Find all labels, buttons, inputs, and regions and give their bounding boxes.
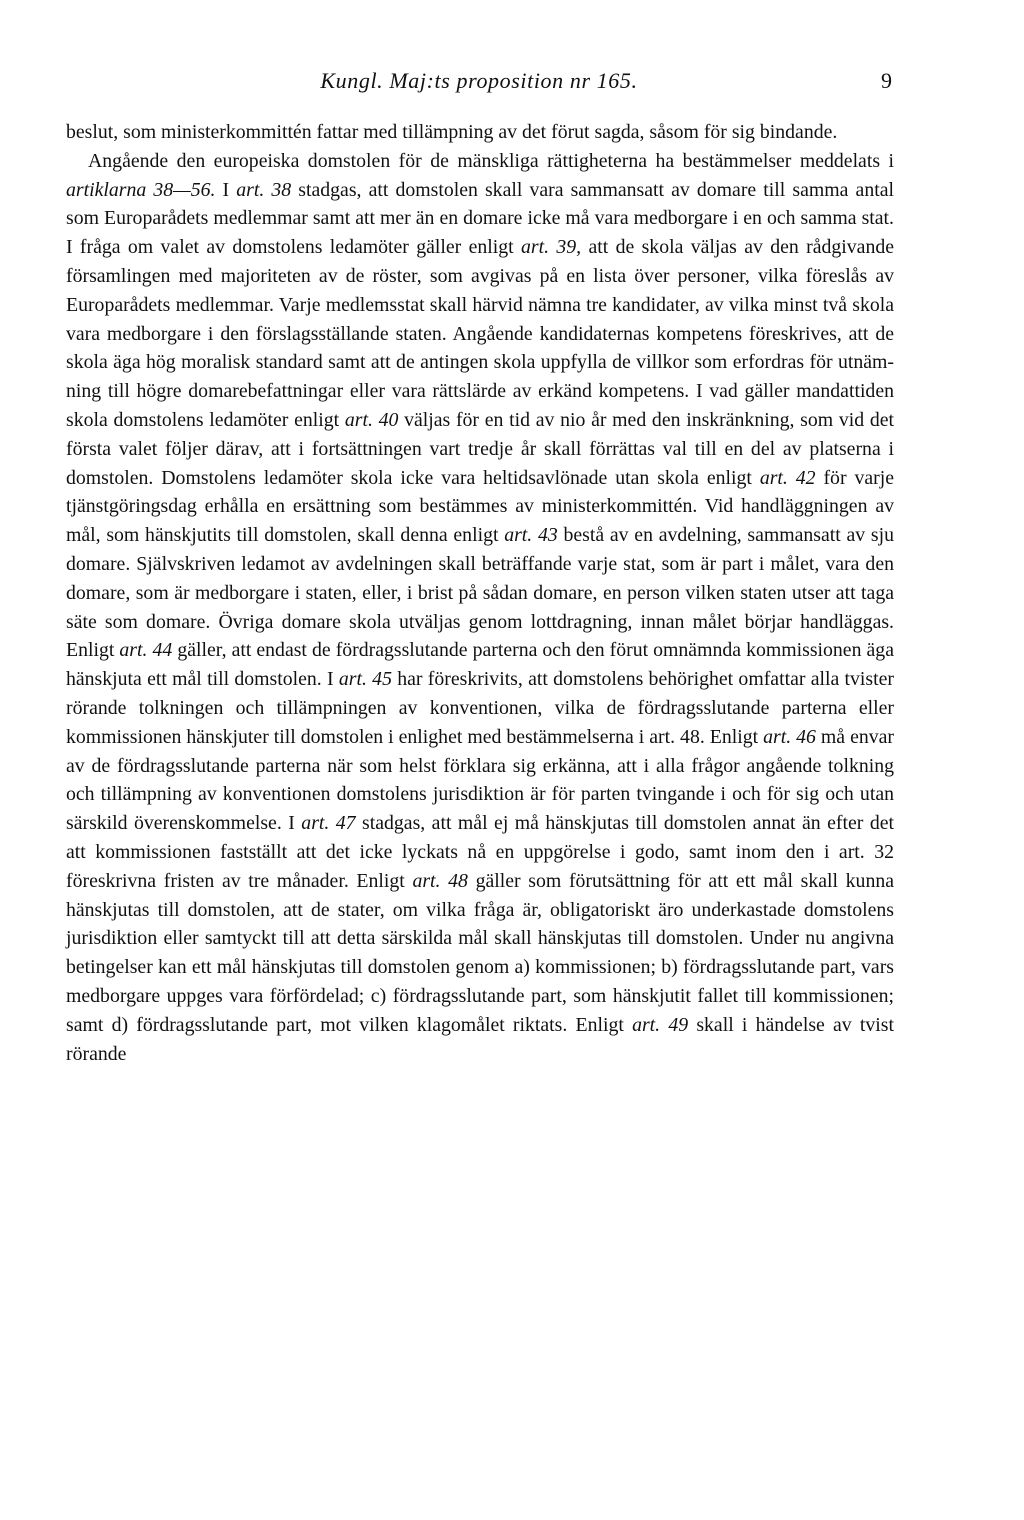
article-reference: art. 40 <box>344 408 399 431</box>
text-segment: bestå av en avdelning, sammansatt av sju domare. Självskriven ledamot av avdelningen skall beträffande varje stat, som är part i målet, vara den domare, som är medborgare i staten, eller, i brist på sådan domare, en person vilken staten utser att taga säte som domare. Övriga domare skola utväljas genom lottdragning, innan målet börjar handläggas. Enligt <box>66 524 895 662</box>
text-segment: att de skola väljas av den rådgivande församlingen med majoriteten av de röster, som avgivas på en lista över personer, vilka föreslås av Europarådets medlemmar. Varje medlemsstat skall härvid nämna tre kandidater, av vilka minst två skola vara medborgare i den förslagsställande staten. Angående kandidaternas kompetens föreskrives, att de skola äga hög moralisk standard samt att de antingen skola uppfylla de villkor som erfordras för utnämning till högre domarebefattningar eller vara rättslärde av erkänd kompetens. I vad gäller mandattiden skola domstolens ledamöter enligt <box>66 236 894 431</box>
article-reference: art. 42 <box>759 466 816 489</box>
running-title: Kungl. Maj:ts proposition nr 165. <box>320 68 638 93</box>
article-reference: art. 43 <box>504 524 558 547</box>
article-reference: art. 44 <box>119 639 173 662</box>
paragraph <box>66 118 894 147</box>
article-reference: art. 49 <box>632 1013 689 1036</box>
text-segment: gäller, att endast de fördragsslutande parterna och den förut omnämnda kommissionen äga hänskjuta ett mål till domstolen. I <box>66 639 894 691</box>
page-number: 9 <box>881 68 892 93</box>
text-segment: I <box>215 178 237 201</box>
text-segment: stadgas, att mål ej må hänskjutas till domstolen annat än efter det att kommissionen fastställt att det icke lyckats nå en uppgörelse i godo, samt inom den i art. 32 föreskrivna fristen av tre månader. Enligt <box>66 812 895 892</box>
text-segment: skall i händelse av tvist rörande <box>66 1013 894 1065</box>
text-segment: gäller som förutsättning för att ett mål skall kunna hänskjutas till domstolen, att de stater, om vilka fråga är, obligatoriskt äro underkastade domstolens jurisdiktion eller samtyckt till att detta särskilda mål skall hänskjutas till domstolen. Under nu angivna betingelser kan ett mål hänskjutas till domstolen genom a) kommissionen; b) fördragsslutande part, vars medborgare uppges vara förfördelad; c) fördragsslutande part, som hänskjutit fallet till kommissionen; samt d) fördragsslutande part, mot vilken klagomålet riktats. Enligt <box>66 869 894 1036</box>
text-segment: stadgas, att domstolen skall vara sammansatt av domare till samma antal som Europarådets medlemmar samt att mer än en domare icke må vara medborgare i en och samma stat. I fråga om valet av domstolens ledamöter gäller enligt <box>66 178 894 259</box>
article-reference: art. 45 <box>338 668 392 691</box>
text-segment: må envar av de fördragsslutande parterna när som helst förklara sig erkänna, att i alla frågor angående tolkning och tillämpning av konventionen domstolens jurisdiktion är för parten tvingande i och för sig och utan särskild överenskommelse. I <box>66 725 895 835</box>
body-text <box>66 118 894 1068</box>
text-segment: väljas för en tid av nio år med den inskränkning, som vid det första valet följer därav, att i fortsättningen vart tredje år skall förrättas val till en del av platserna i domstolen. Domstolens ledamöter skola icke vara heltidsavlönade utan skola enligt <box>66 408 894 489</box>
article-reference: art. 38 <box>236 178 292 201</box>
article-reference: art. 47 <box>301 812 356 835</box>
text-segment: för varje tjänstgöringsdag erhålla en ersättning som bestämmes av ministerkommittén. Vid handläggningen av mål, som hänskjutits till domstolen, skall denna enligt <box>66 466 894 547</box>
article-reference: art. 39, <box>521 236 582 259</box>
text-segment: beslut, som ministerkommittén fattar med tillämpning av det förut sagda, såsom för sig bindande. <box>66 121 838 143</box>
text-segment: Angående den europeiska domstolen för de mänskliga rättigheterna ha bestämmelser meddelats i <box>88 149 894 172</box>
article-reference: art. 48 <box>412 869 468 892</box>
running-header <box>66 68 892 100</box>
article-reference: artiklarna 38—56. <box>66 178 216 201</box>
article-reference: art. 46 <box>763 725 816 748</box>
paragraph <box>66 147 894 1069</box>
text-segment: har föreskrivits, att domstolens behörighet omfattar alla tvister rörande tolkningen och tillämpningen av konventionen, vilka de fördragsslutande parterna eller kommissionen hänskjuter till domstolen i enlighet med bestämmelserna i art. 48. Enligt <box>66 668 894 748</box>
